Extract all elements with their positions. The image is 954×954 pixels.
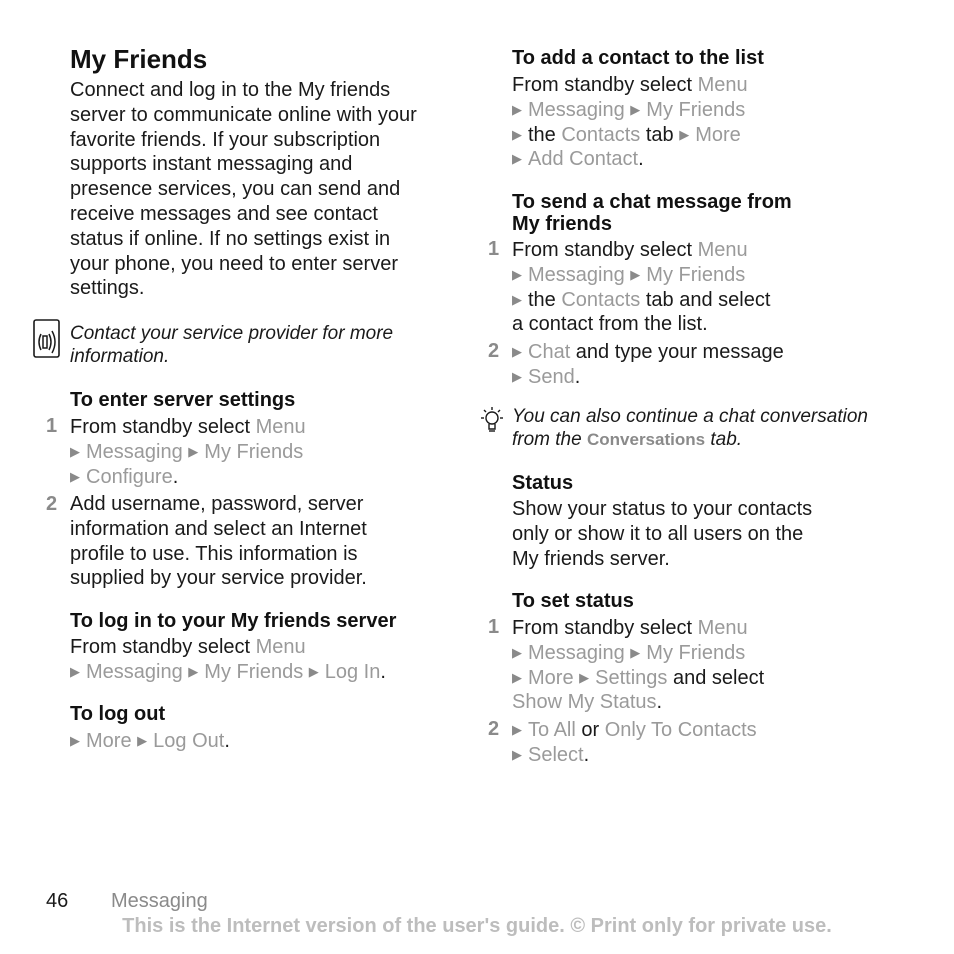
menu-label: Menu bbox=[255, 416, 306, 438]
period: . bbox=[224, 730, 230, 752]
step-text: the bbox=[528, 123, 562, 146]
contacts-label: Contacts bbox=[561, 288, 641, 311]
enter-settings-heading: To enter server settings bbox=[70, 389, 296, 411]
messaging-label: Messaging bbox=[528, 98, 625, 121]
tip-text: from the bbox=[512, 429, 587, 450]
status-line: Show your status to your contacts bbox=[512, 498, 813, 520]
conversation-tip bbox=[512, 405, 868, 451]
step-line: information and select an Internet bbox=[70, 517, 367, 540]
arrow-icon: ▶ bbox=[512, 722, 522, 737]
tip-line: You can also continue a chat conversation bbox=[512, 406, 868, 427]
messaging-label: Messaging bbox=[86, 660, 183, 683]
step-text: and type your message bbox=[570, 341, 784, 363]
arrow-icon: ▶ bbox=[512, 746, 522, 762]
arrow-icon: ▶ bbox=[512, 151, 522, 167]
step-number: 2 bbox=[488, 718, 500, 740]
more-label: More bbox=[695, 123, 741, 146]
step-number: 1 bbox=[488, 616, 500, 638]
step-text: From standby select bbox=[70, 416, 256, 438]
arrow-icon: ▶ bbox=[188, 443, 199, 459]
enter-settings-step-1 bbox=[46, 415, 450, 489]
step-line: supplied by your service provider. bbox=[70, 567, 367, 590]
log-out-instructions bbox=[70, 729, 230, 754]
arrow-icon: ▶ bbox=[630, 266, 641, 282]
step-text: tab and select bbox=[640, 288, 771, 311]
send-chat-step-1 bbox=[488, 238, 912, 337]
intro-line: favorite friends. If your subscription bbox=[70, 128, 381, 151]
send-chat-heading bbox=[512, 191, 792, 235]
contacts-label: Contacts bbox=[561, 123, 641, 146]
set-status-step-2 bbox=[488, 718, 912, 768]
my-friends-label: My Friends bbox=[204, 440, 304, 463]
step-text: or bbox=[575, 719, 605, 741]
my-friends-label: My Friends bbox=[204, 660, 304, 683]
log-in-label: Log In bbox=[324, 660, 381, 683]
step-text: From standby select bbox=[512, 74, 698, 96]
step-text: From standby select bbox=[512, 617, 698, 639]
only-to-contacts-label: Only To Contacts bbox=[604, 719, 757, 741]
intro-line: supports instant messaging and bbox=[70, 153, 353, 176]
heading-line: My friends bbox=[512, 213, 613, 235]
step-text: the bbox=[528, 288, 562, 311]
log-in-instructions bbox=[70, 635, 386, 685]
menu-label: Menu bbox=[697, 74, 748, 96]
to-all-label: To All bbox=[528, 719, 576, 741]
arrow-icon: ▶ bbox=[679, 126, 690, 142]
lightbulb-tip-icon bbox=[477, 405, 507, 435]
set-status-step-1 bbox=[488, 616, 912, 715]
period: . bbox=[380, 660, 386, 683]
copyright-notice: This is the Internet version of the user's guide. © Print only for private use. bbox=[122, 915, 832, 937]
arrow-icon: ▶ bbox=[630, 644, 641, 660]
messaging-label: Messaging bbox=[528, 641, 625, 664]
status-line: My friends server. bbox=[512, 547, 670, 570]
step-line: a contact from the list. bbox=[512, 313, 708, 336]
arrow-icon: ▶ bbox=[512, 344, 522, 359]
page-title: My Friends bbox=[70, 44, 208, 74]
menu-label: Menu bbox=[697, 239, 748, 261]
arrow-icon: ▶ bbox=[512, 669, 522, 685]
my-friends-label: My Friends bbox=[646, 641, 746, 664]
log-in-heading: To log in to your My friends server bbox=[70, 610, 397, 632]
add-contact-heading: To add a contact to the list bbox=[512, 47, 764, 69]
more-label: More bbox=[86, 730, 132, 752]
arrow-icon: ▶ bbox=[188, 663, 199, 679]
arrow-icon: ▶ bbox=[512, 126, 522, 142]
intro-line: Connect and log in to the My friends bbox=[70, 79, 391, 101]
menu-label: Menu bbox=[255, 636, 306, 658]
send-chat-step-2 bbox=[488, 340, 912, 390]
step-line: profile to use. This information is bbox=[70, 542, 358, 565]
settings-label: Settings bbox=[595, 666, 668, 689]
section-name: Messaging bbox=[111, 890, 208, 912]
arrow-icon: ▶ bbox=[70, 663, 80, 679]
step-number: 1 bbox=[46, 415, 58, 437]
status-heading: Status bbox=[512, 472, 574, 494]
page-number: 46 bbox=[46, 890, 69, 912]
arrow-icon: ▶ bbox=[630, 101, 641, 117]
step-number: 1 bbox=[488, 238, 500, 260]
arrow-icon: ▶ bbox=[512, 101, 522, 117]
intro-line: presence services, you can send and bbox=[70, 178, 401, 201]
messaging-label: Messaging bbox=[528, 263, 625, 286]
arrow-icon: ▶ bbox=[70, 733, 80, 748]
tip-text: tab. bbox=[705, 429, 743, 450]
period: . bbox=[656, 691, 663, 714]
arrow-icon: ▶ bbox=[512, 291, 522, 307]
intro-line: settings. bbox=[70, 277, 145, 300]
arrow-icon: ▶ bbox=[512, 644, 522, 660]
period: . bbox=[574, 365, 581, 388]
more-label: More bbox=[528, 666, 574, 689]
note-line: information. bbox=[70, 346, 170, 367]
my-friends-label: My Friends bbox=[646, 98, 746, 121]
step-text: tab bbox=[640, 123, 680, 146]
period: . bbox=[638, 148, 644, 171]
intro-paragraph bbox=[70, 78, 417, 301]
arrow-icon: ▶ bbox=[70, 443, 80, 459]
set-status-heading: To set status bbox=[512, 590, 634, 612]
step-number: 2 bbox=[46, 493, 58, 515]
step-text: From standby select bbox=[70, 636, 256, 658]
service-provider-note bbox=[70, 322, 393, 368]
period: . bbox=[583, 743, 590, 766]
period: . bbox=[172, 465, 179, 488]
log-out-label: Log Out bbox=[153, 730, 225, 752]
status-line: only or show it to all users on the bbox=[512, 522, 804, 545]
menu-label: Menu bbox=[697, 617, 748, 639]
arrow-icon: ▶ bbox=[512, 368, 522, 384]
arrow-icon: ▶ bbox=[308, 663, 319, 679]
intro-line: server to communicate online with your bbox=[70, 103, 417, 126]
heading-line: To send a chat message from bbox=[512, 191, 792, 213]
conversations-label: Conversations bbox=[586, 430, 706, 449]
intro-line: status if online. If no settings exist in bbox=[70, 227, 391, 250]
note-line: Contact your service provider for more bbox=[70, 323, 394, 344]
step-text: From standby select bbox=[512, 239, 698, 261]
my-friends-label: My Friends bbox=[646, 263, 746, 286]
intro-line: your phone, you need to enter server bbox=[70, 252, 398, 275]
phone-note-icon bbox=[32, 319, 62, 359]
add-contact-label: Add Contact bbox=[528, 148, 639, 171]
step-line: Add username, password, server bbox=[70, 493, 364, 515]
arrow-icon: ▶ bbox=[137, 733, 148, 748]
enter-settings-step-2 bbox=[46, 492, 450, 591]
intro-line: receive messages and see contact bbox=[70, 202, 378, 225]
send-label: Send bbox=[528, 365, 575, 388]
log-out-heading: To log out bbox=[70, 703, 166, 725]
add-contact-instructions bbox=[512, 73, 748, 172]
chat-label: Chat bbox=[528, 341, 571, 363]
status-paragraph bbox=[512, 497, 812, 571]
arrow-icon: ▶ bbox=[579, 669, 590, 685]
messaging-label: Messaging bbox=[86, 440, 183, 463]
step-number: 2 bbox=[488, 340, 500, 362]
arrow-icon: ▶ bbox=[70, 468, 80, 484]
configure-label: Configure bbox=[86, 465, 173, 488]
show-my-status-label: Show My Status bbox=[512, 691, 657, 714]
select-label: Select bbox=[528, 743, 584, 766]
arrow-icon: ▶ bbox=[512, 266, 522, 282]
step-text: and select bbox=[667, 666, 765, 689]
